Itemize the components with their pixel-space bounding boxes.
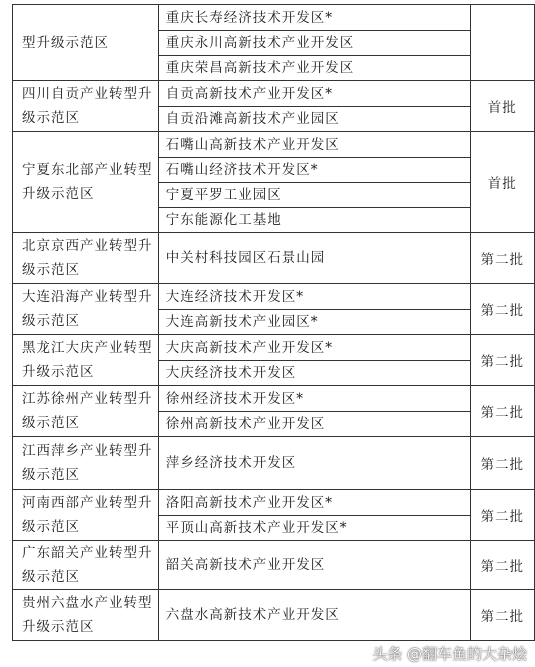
region-cell: 北京京西产业转型升级示范区 [13, 233, 159, 284]
batch-cell [470, 5, 534, 81]
table-row [13, 284, 535, 310]
batch-cell: 第二批 [470, 541, 534, 590]
region-cell: 贵州六盘水产业转型升级示范区 [13, 590, 159, 641]
zone-cell: 重庆荣昌高新技术产业开发区 [158, 56, 470, 81]
zone-cell: 大连经济技术开发区* [158, 284, 470, 310]
batch-cell: 第二批 [470, 284, 534, 335]
batch-cell: 第二批 [470, 437, 534, 490]
batch-cell: 第二批 [470, 590, 534, 641]
table-row [13, 132, 535, 158]
zone-cell: 平顶山高新技术产业开发区* [158, 516, 470, 541]
table-row [13, 541, 535, 590]
table-row [13, 233, 535, 284]
zone-cell: 大庆经济技术开发区 [158, 361, 470, 386]
zone-cell: 宁东能源化工基地 [158, 208, 470, 233]
batch-cell: 第二批 [470, 386, 534, 437]
region-cell: 江西萍乡产业转型升级示范区 [13, 437, 159, 490]
region-cell: 河南西部产业转型升级示范区 [13, 490, 159, 541]
region-cell: 黑龙江大庆产业转型升级示范区 [13, 335, 159, 386]
zone-cell: 萍乡经济技术开发区 [158, 437, 470, 490]
zone-cell: 石嘴山经济技术开发区* [158, 158, 470, 183]
zone-cell: 六盘水高新技术产业开发区 [158, 590, 470, 641]
table-row [13, 81, 535, 107]
zone-cell: 韶关高新技术产业开发区 [158, 541, 470, 590]
batch-cell: 首批 [470, 81, 534, 132]
zone-cell: 重庆永川高新技术产业开发区 [158, 31, 470, 56]
zone-cell: 中关村科技园区石景山园 [158, 233, 470, 284]
region-cell: 江苏徐州产业转型升级示范区 [13, 386, 159, 437]
watermark: 头条 @翻车鱼的大杂烩 [372, 645, 527, 663]
zone-cell: 石嘴山高新技术产业开发区 [158, 132, 470, 158]
batch-cell: 第二批 [470, 335, 534, 386]
region-cell: 四川自贡产业转型升级示范区 [13, 81, 159, 132]
batch-cell: 第二批 [470, 233, 534, 284]
region-cell: 大连沿海产业转型升级示范区 [13, 284, 159, 335]
table-row [13, 490, 535, 516]
zone-cell: 重庆长寿经济技术开发区* [158, 5, 470, 31]
zone-cell: 自贡沿滩高新技术产业园区 [158, 107, 470, 132]
table-row [13, 5, 535, 31]
batch-cell: 首批 [470, 132, 534, 233]
zone-cell: 自贡高新技术产业开发区* [158, 81, 470, 107]
zone-cell: 宁夏平罗工业园区 [158, 183, 470, 208]
zone-cell: 徐州高新技术产业开发区 [158, 412, 470, 437]
zone-cell: 大庆高新技术产业开发区* [158, 335, 470, 361]
zone-cell: 洛阳高新技术产业开发区* [158, 490, 470, 516]
zone-cell: 徐州经济技术开发区* [158, 386, 470, 412]
table-row [13, 386, 535, 412]
zone-cell: 大连高新技术产业园区* [158, 310, 470, 335]
table-row [13, 335, 535, 361]
table-row [13, 437, 535, 490]
region-cell: 型升级示范区 [13, 5, 159, 81]
batch-cell: 第二批 [470, 490, 534, 541]
region-cell: 宁夏东北部产业转型升级示范区 [13, 132, 159, 233]
region-cell: 广东韶关产业转型升级示范区 [13, 541, 159, 590]
zones-table [12, 4, 535, 641]
table-row [13, 590, 535, 641]
